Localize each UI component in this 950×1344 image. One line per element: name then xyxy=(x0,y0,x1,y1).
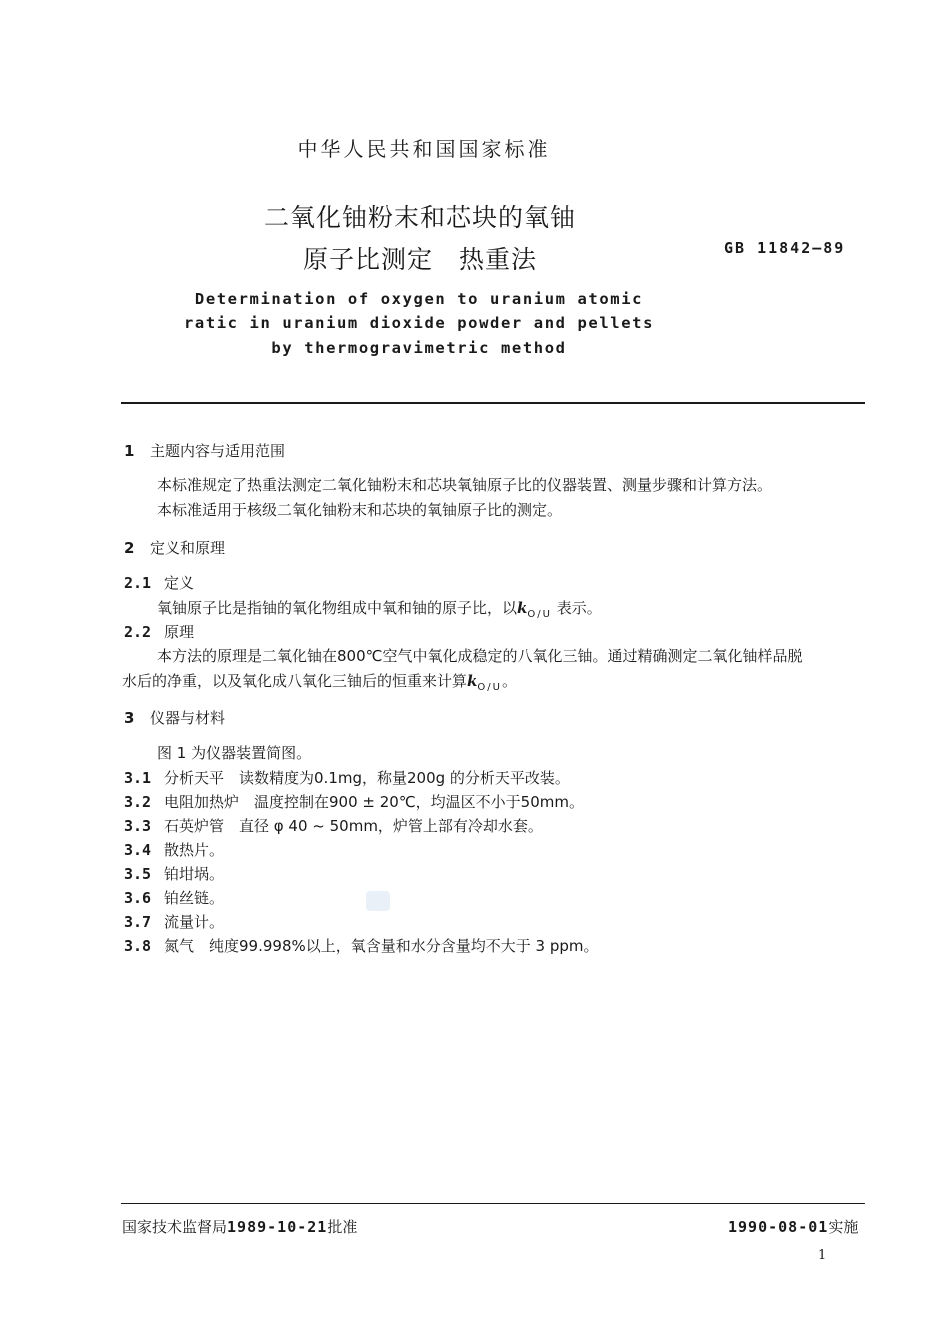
list-item xyxy=(124,815,543,836)
section-2-1-body: 氧铀原子比是指铀的氧化物组成中氧和铀的原子比，以 xyxy=(157,599,518,617)
section-2-heading xyxy=(124,537,225,558)
section-2-number: 2 xyxy=(124,539,135,557)
item-text: 氮气 纯度99.998%以上，氧含量和水分含量均不大于 3 ppm。 xyxy=(164,937,599,955)
item-text: 电阻加热炉 温度控制在900 ± 20℃，均温区不小于50mm。 xyxy=(164,793,584,811)
list-item xyxy=(124,839,224,860)
section-1-title: 主题内容与适用范围 xyxy=(150,442,286,460)
section-3-title: 仪器与材料 xyxy=(150,709,226,727)
section-2-2-body: 水后的净重，以及氧化成八氧化三铀后的恒重来计算 xyxy=(122,672,468,690)
item-number: 3.8 xyxy=(124,937,152,955)
title-en-line1: Determination of oxygen to uranium atomic xyxy=(194,290,644,308)
section-1-heading xyxy=(124,440,285,461)
item-number: 3.5 xyxy=(124,865,152,883)
section-2-title: 定义和原理 xyxy=(150,539,226,557)
item-number: 3.4 xyxy=(124,841,152,859)
k-subscript: O/U xyxy=(477,682,502,693)
list-item xyxy=(124,887,224,908)
section-2-2-heading xyxy=(124,621,194,642)
section-1-number: 1 xyxy=(124,442,135,460)
item-text: 石英炉管 直径 φ 40 ~ 50mm，炉管上部有冷却水套。 xyxy=(164,817,543,835)
section-2-2-title: 原理 xyxy=(164,623,195,641)
item-number: 3.7 xyxy=(124,913,152,931)
title-en-line2: ratic in uranium dioxide powder and pellets xyxy=(183,314,655,332)
section-1-para-1: 本标准规定了热重法测定二氧化铀粉末和芯块氧铀原子比的仪器装置、测量步骤和计算方法。 xyxy=(157,476,773,494)
k-subscript: O/U xyxy=(527,609,552,620)
effective-date: 1990-08-01 xyxy=(728,1218,829,1236)
item-number: 3.2 xyxy=(124,793,152,811)
section-2-2-tail: 。 xyxy=(501,672,517,690)
approval-date: 1989-10-21 xyxy=(227,1218,328,1236)
section-2-1-tail: 表示。 xyxy=(551,599,602,617)
item-text: 流量计。 xyxy=(164,913,225,931)
item-text: 铂坩埚。 xyxy=(164,865,225,883)
section-2-1-number: 2.1 xyxy=(124,574,152,592)
title-en-line3: by thermogravimetric method xyxy=(271,339,567,357)
list-item xyxy=(124,767,570,788)
section-2-1-text xyxy=(157,597,602,620)
list-item xyxy=(124,791,584,812)
section-2-2-number: 2.2 xyxy=(124,623,152,641)
header-divider xyxy=(121,402,865,404)
item-text: 分析天平 读数精度为0.1mg，称量200g 的分析天平改装。 xyxy=(164,769,570,787)
item-number: 3.6 xyxy=(124,889,152,907)
k-symbol: k xyxy=(517,599,528,617)
approval-authority: 国家技术监督局 xyxy=(122,1218,228,1236)
watermark-logo xyxy=(366,891,390,911)
item-number: 3.1 xyxy=(124,769,152,787)
k-symbol: k xyxy=(467,672,478,690)
item-number: 3.3 xyxy=(124,817,152,835)
section-2-1-title: 定义 xyxy=(164,574,195,592)
title-cn-line2: 原子比测定 热重法 xyxy=(302,245,537,274)
section-3-heading xyxy=(124,707,225,728)
footer-divider xyxy=(121,1203,865,1204)
list-item xyxy=(124,911,224,932)
list-item xyxy=(124,863,224,884)
national-standard-heading: 中华人民共和国国家标准 xyxy=(297,137,551,161)
standard-code: GB 11842—89 xyxy=(724,239,846,257)
list-item xyxy=(124,935,598,956)
approval-suffix: 批准 xyxy=(327,1218,358,1236)
section-3-intro: 图 1 为仪器装置简图。 xyxy=(157,744,312,762)
title-cn-line1: 二氧化铀粉末和芯块的氧铀 xyxy=(263,203,576,232)
effective-info xyxy=(728,1216,858,1237)
item-text: 铂丝链。 xyxy=(164,889,225,907)
effective-suffix: 实施 xyxy=(828,1218,859,1236)
section-2-1-heading xyxy=(124,572,194,593)
section-3-number: 3 xyxy=(124,709,135,727)
section-2-2-line-1: 本方法的原理是二氧化铀在800℃空气中氧化成稳定的八氧化三铀。通过精确测定二氧化铀样品脱 xyxy=(157,647,803,665)
section-1-para-2: 本标准适用于核级二氧化铀粉末和芯块的氧铀原子比的测定。 xyxy=(157,501,563,519)
page-number: 1 xyxy=(818,1248,827,1263)
section-2-2-line-2 xyxy=(122,670,517,693)
approval-info xyxy=(122,1216,357,1237)
item-text: 散热片。 xyxy=(164,841,225,859)
